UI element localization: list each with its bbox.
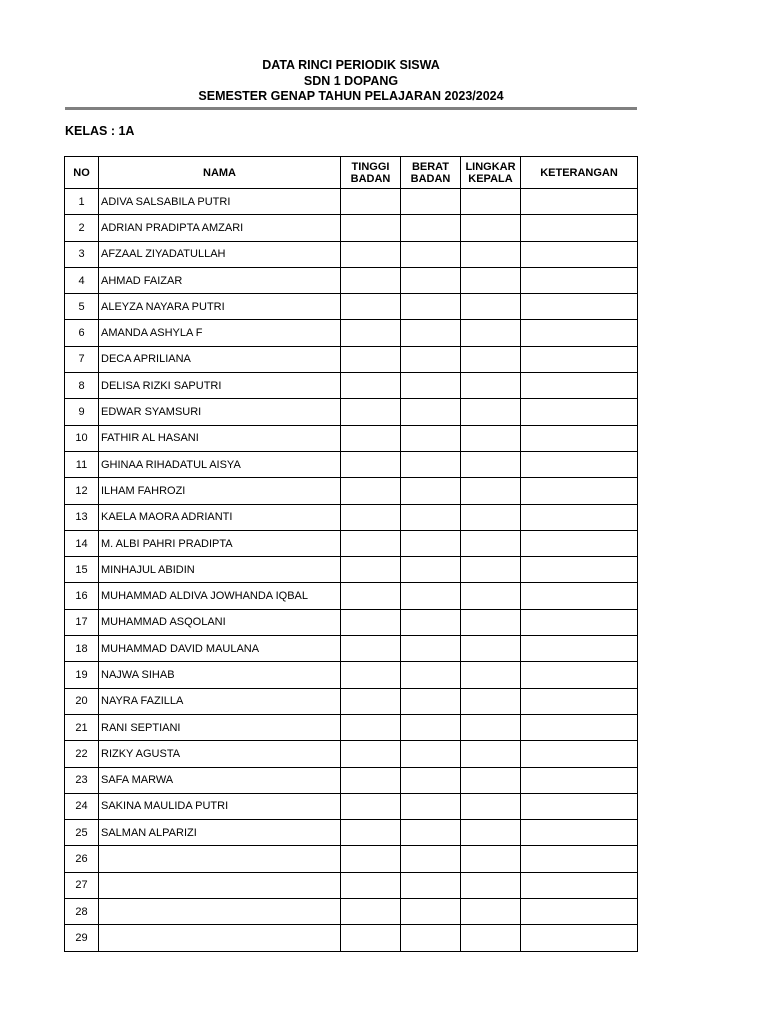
cell-lingkar-kepala: [461, 767, 521, 793]
table-row: [65, 846, 638, 872]
table-row: [65, 399, 638, 425]
cell-berat-badan: [401, 688, 461, 714]
cell-no: 3: [65, 241, 99, 267]
col-header-berat-line1: BERAT: [411, 160, 450, 173]
cell-berat-badan: [401, 609, 461, 635]
col-header-lingkar-line2: KEPALA: [468, 172, 513, 185]
cell-nama: EDWAR SYAMSURI: [99, 399, 341, 425]
cell-no: 10: [65, 425, 99, 451]
cell-tinggi-badan: [341, 241, 401, 267]
cell-nama: SAFA MARWA: [99, 767, 341, 793]
cell-lingkar-kepala: [461, 741, 521, 767]
table-row: [65, 714, 638, 740]
cell-lingkar-kepala: [461, 662, 521, 688]
cell-tinggi-badan: [341, 872, 401, 898]
cell-nama: ADIVA SALSABILA PUTRI: [99, 189, 341, 215]
cell-keterangan: [521, 662, 638, 688]
cell-keterangan: [521, 820, 638, 846]
cell-no: 12: [65, 478, 99, 504]
table-row: [65, 557, 638, 583]
cell-nama: ILHAM FAHROZI: [99, 478, 341, 504]
table-row: [65, 820, 638, 846]
cell-berat-badan: [401, 636, 461, 662]
cell-no: 2: [65, 215, 99, 241]
cell-lingkar-kepala: [461, 267, 521, 293]
cell-tinggi-badan: [341, 504, 401, 530]
cell-berat-badan: [401, 189, 461, 215]
table-row: [65, 530, 638, 556]
cell-no: 4: [65, 267, 99, 293]
col-header-keterangan: KETERANGAN: [521, 157, 638, 189]
cell-berat-badan: [401, 820, 461, 846]
table-row: [65, 662, 638, 688]
cell-lingkar-kepala: [461, 478, 521, 504]
cell-nama: DELISA RIZKI SAPUTRI: [99, 373, 341, 399]
cell-tinggi-badan: [341, 636, 401, 662]
cell-no: 18: [65, 636, 99, 662]
table-row: [65, 899, 638, 925]
table-header-row: [65, 157, 638, 189]
cell-tinggi-badan: [341, 451, 401, 477]
cell-keterangan: [521, 478, 638, 504]
table-row: [65, 872, 638, 898]
cell-nama: AHMAD FAIZAR: [99, 267, 341, 293]
cell-keterangan: [521, 294, 638, 320]
cell-lingkar-kepala: [461, 241, 521, 267]
cell-nama: [99, 925, 341, 951]
cell-keterangan: [521, 636, 638, 662]
cell-berat-badan: [401, 899, 461, 925]
cell-nama: KAELA MAORA ADRIANTI: [99, 504, 341, 530]
table-row: [65, 504, 638, 530]
cell-nama: MUHAMMAD ASQOLANI: [99, 609, 341, 635]
cell-keterangan: [521, 793, 638, 819]
cell-no: 8: [65, 373, 99, 399]
cell-tinggi-badan: [341, 425, 401, 451]
cell-nama: [99, 872, 341, 898]
table-row: [65, 267, 638, 293]
cell-nama: [99, 899, 341, 925]
cell-keterangan: [521, 346, 638, 372]
col-header-berat-line2: BADAN: [410, 172, 451, 185]
cell-tinggi-badan: [341, 267, 401, 293]
cell-tinggi-badan: [341, 793, 401, 819]
cell-nama: DECA APRILIANA: [99, 346, 341, 372]
cell-keterangan: [521, 688, 638, 714]
cell-berat-badan: [401, 373, 461, 399]
cell-nama: [99, 846, 341, 872]
cell-tinggi-badan: [341, 189, 401, 215]
cell-no: 21: [65, 714, 99, 740]
cell-nama: FATHIR AL HASANI: [99, 425, 341, 451]
cell-lingkar-kepala: [461, 373, 521, 399]
cell-nama: ALEYZA NAYARA PUTRI: [99, 294, 341, 320]
cell-lingkar-kepala: [461, 872, 521, 898]
cell-berat-badan: [401, 215, 461, 241]
cell-berat-badan: [401, 320, 461, 346]
cell-no: 14: [65, 530, 99, 556]
cell-berat-badan: [401, 530, 461, 556]
cell-no: 28: [65, 899, 99, 925]
cell-nama: SAKINA MAULIDA PUTRI: [99, 793, 341, 819]
cell-lingkar-kepala: [461, 714, 521, 740]
cell-lingkar-kepala: [461, 899, 521, 925]
student-table: [64, 156, 638, 952]
cell-keterangan: [521, 714, 638, 740]
cell-keterangan: [521, 557, 638, 583]
cell-no: 20: [65, 688, 99, 714]
cell-nama: NAJWA SIHAB: [99, 662, 341, 688]
cell-nama: RIZKY AGUSTA: [99, 741, 341, 767]
cell-no: 27: [65, 872, 99, 898]
cell-nama: MUHAMMAD DAVID MAULANA: [99, 636, 341, 662]
col-header-lingkar-line1: LINGKAR: [465, 160, 516, 173]
col-header-nama: NAMA: [99, 157, 341, 189]
cell-lingkar-kepala: [461, 189, 521, 215]
cell-nama: AFZAAL ZIYADATULLAH: [99, 241, 341, 267]
cell-lingkar-kepala: [461, 504, 521, 530]
cell-nama: AMANDA ASHYLA F: [99, 320, 341, 346]
cell-keterangan: [521, 583, 638, 609]
cell-nama: M. ALBI PAHRI PRADIPTA: [99, 530, 341, 556]
cell-no: 23: [65, 767, 99, 793]
class-label: KELAS : 1A: [65, 124, 135, 138]
cell-berat-badan: [401, 478, 461, 504]
cell-nama: RANI SEPTIANI: [99, 714, 341, 740]
cell-keterangan: [521, 451, 638, 477]
cell-no: 26: [65, 846, 99, 872]
cell-keterangan: [521, 767, 638, 793]
table-row: [65, 241, 638, 267]
cell-nama: ADRIAN PRADIPTA AMZARI: [99, 215, 341, 241]
cell-keterangan: [521, 241, 638, 267]
cell-no: 9: [65, 399, 99, 425]
cell-lingkar-kepala: [461, 346, 521, 372]
header-divider: [65, 107, 637, 110]
cell-berat-badan: [401, 741, 461, 767]
cell-tinggi-badan: [341, 925, 401, 951]
col-header-tinggi-line1: TINGGI: [351, 160, 390, 173]
table-row: [65, 741, 638, 767]
cell-berat-badan: [401, 767, 461, 793]
cell-lingkar-kepala: [461, 793, 521, 819]
cell-berat-badan: [401, 399, 461, 425]
cell-no: 25: [65, 820, 99, 846]
table-row: [65, 425, 638, 451]
cell-no: 5: [65, 294, 99, 320]
cell-no: 15: [65, 557, 99, 583]
table-row: [65, 925, 638, 951]
cell-tinggi-badan: [341, 846, 401, 872]
cell-no: 16: [65, 583, 99, 609]
header-school: SDN 1 DOPANG: [303, 73, 399, 88]
cell-berat-badan: [401, 872, 461, 898]
cell-lingkar-kepala: [461, 425, 521, 451]
col-header-no: NO: [65, 157, 99, 189]
table-row: [65, 609, 638, 635]
cell-tinggi-badan: [341, 530, 401, 556]
header-title: DATA RINCI PERIODIK SISWA: [262, 58, 440, 72]
table-row: [65, 636, 638, 662]
cell-keterangan: [521, 609, 638, 635]
cell-keterangan: [521, 215, 638, 241]
cell-tinggi-badan: [341, 557, 401, 583]
cell-nama: MUHAMMAD ALDIVA JOWHANDA IQBAL: [99, 583, 341, 609]
cell-tinggi-badan: [341, 741, 401, 767]
cell-no: 11: [65, 451, 99, 477]
cell-tinggi-badan: [341, 373, 401, 399]
cell-lingkar-kepala: [461, 399, 521, 425]
cell-berat-badan: [401, 846, 461, 872]
cell-berat-badan: [401, 451, 461, 477]
document-header: [65, 58, 637, 105]
col-header-berat: [401, 157, 461, 189]
cell-tinggi-badan: [341, 583, 401, 609]
table-row: [65, 583, 638, 609]
cell-berat-badan: [401, 925, 461, 951]
cell-berat-badan: [401, 557, 461, 583]
cell-tinggi-badan: [341, 899, 401, 925]
cell-nama: SALMAN ALPARIZI: [99, 820, 341, 846]
cell-keterangan: [521, 872, 638, 898]
cell-lingkar-kepala: [461, 530, 521, 556]
cell-nama: NAYRA FAZILLA: [99, 688, 341, 714]
cell-tinggi-badan: [341, 688, 401, 714]
cell-lingkar-kepala: [461, 557, 521, 583]
cell-berat-badan: [401, 714, 461, 740]
cell-tinggi-badan: [341, 714, 401, 740]
cell-keterangan: [521, 741, 638, 767]
cell-no: 24: [65, 793, 99, 819]
cell-no: 29: [65, 925, 99, 951]
cell-berat-badan: [401, 425, 461, 451]
cell-lingkar-kepala: [461, 609, 521, 635]
cell-no: 17: [65, 609, 99, 635]
cell-berat-badan: [401, 662, 461, 688]
cell-lingkar-kepala: [461, 215, 521, 241]
cell-no: 6: [65, 320, 99, 346]
cell-berat-badan: [401, 793, 461, 819]
cell-berat-badan: [401, 241, 461, 267]
cell-lingkar-kepala: [461, 636, 521, 662]
col-header-tinggi-line2: BADAN: [350, 172, 391, 185]
table-row: [65, 320, 638, 346]
cell-lingkar-kepala: [461, 583, 521, 609]
table-row: [65, 767, 638, 793]
cell-no: 7: [65, 346, 99, 372]
cell-tinggi-badan: [341, 320, 401, 346]
cell-lingkar-kepala: [461, 820, 521, 846]
cell-berat-badan: [401, 267, 461, 293]
header-semester: SEMESTER GENAP TAHUN PELAJARAN 2023/2024: [198, 89, 504, 103]
table-row: [65, 215, 638, 241]
cell-tinggi-badan: [341, 767, 401, 793]
cell-keterangan: [521, 267, 638, 293]
cell-lingkar-kepala: [461, 294, 521, 320]
cell-nama: GHINAA RIHADATUL AISYA: [99, 451, 341, 477]
cell-tinggi-badan: [341, 662, 401, 688]
cell-keterangan: [521, 399, 638, 425]
table-row: [65, 294, 638, 320]
cell-keterangan: [521, 846, 638, 872]
cell-keterangan: [521, 189, 638, 215]
table-row: [65, 189, 638, 215]
cell-tinggi-badan: [341, 294, 401, 320]
cell-berat-badan: [401, 504, 461, 530]
cell-nama: MINHAJUL ABIDIN: [99, 557, 341, 583]
cell-tinggi-badan: [341, 346, 401, 372]
cell-lingkar-kepala: [461, 320, 521, 346]
cell-keterangan: [521, 425, 638, 451]
col-header-tinggi: [341, 157, 401, 189]
cell-berat-badan: [401, 346, 461, 372]
cell-keterangan: [521, 320, 638, 346]
table-row: [65, 793, 638, 819]
cell-tinggi-badan: [341, 478, 401, 504]
cell-lingkar-kepala: [461, 846, 521, 872]
cell-berat-badan: [401, 294, 461, 320]
cell-no: 19: [65, 662, 99, 688]
cell-tinggi-badan: [341, 820, 401, 846]
table-row: [65, 478, 638, 504]
table-row: [65, 373, 638, 399]
cell-keterangan: [521, 899, 638, 925]
cell-keterangan: [521, 530, 638, 556]
cell-keterangan: [521, 504, 638, 530]
cell-keterangan: [521, 925, 638, 951]
cell-lingkar-kepala: [461, 688, 521, 714]
cell-no: 13: [65, 504, 99, 530]
cell-tinggi-badan: [341, 609, 401, 635]
cell-tinggi-badan: [341, 399, 401, 425]
cell-lingkar-kepala: [461, 925, 521, 951]
cell-keterangan: [521, 373, 638, 399]
cell-lingkar-kepala: [461, 451, 521, 477]
cell-tinggi-badan: [341, 215, 401, 241]
cell-no: 1: [65, 189, 99, 215]
table-row: [65, 346, 638, 372]
col-header-lingkar: [461, 157, 521, 189]
cell-no: 22: [65, 741, 99, 767]
table-row: [65, 688, 638, 714]
cell-berat-badan: [401, 583, 461, 609]
table-row: [65, 451, 638, 477]
